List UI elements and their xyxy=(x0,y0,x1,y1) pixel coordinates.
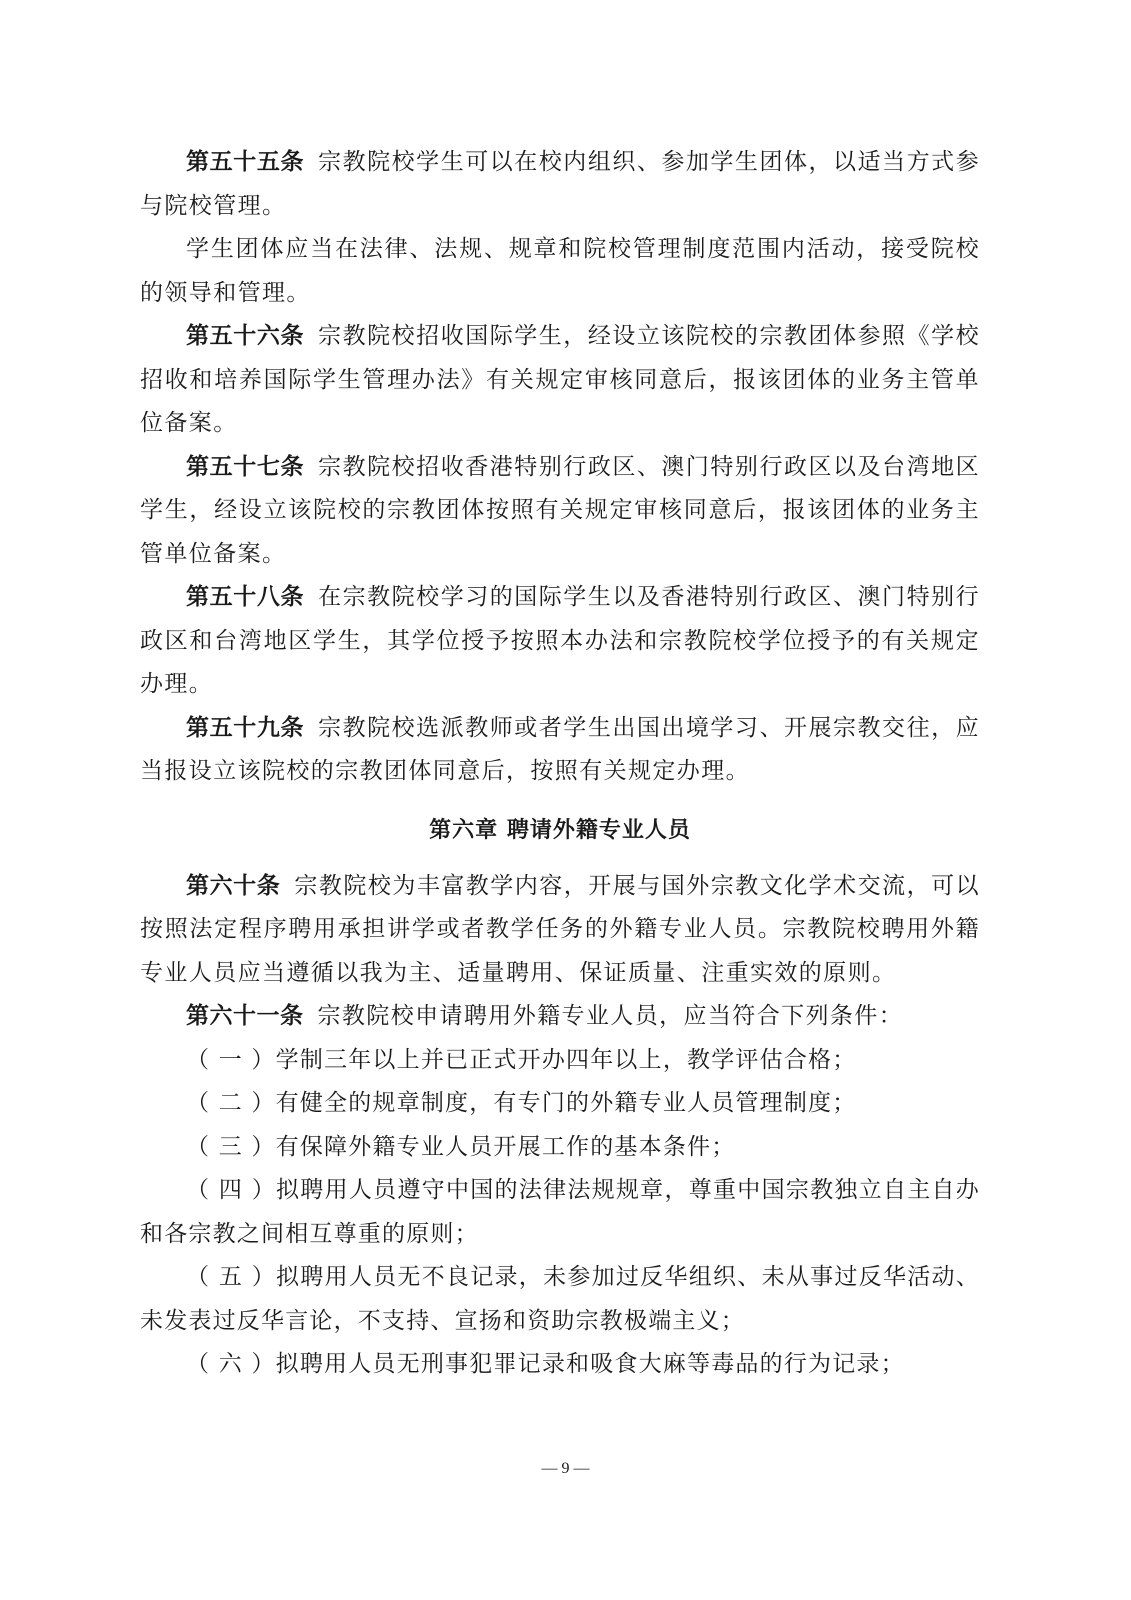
article-58 xyxy=(140,576,980,707)
article-61 xyxy=(140,995,980,1039)
article-text: 宗教院校学生可以在校内组织、参加学生团体，以适当方式参与院校管理。 xyxy=(140,149,981,219)
article-text: 宗教院校为丰富教学内容，开展与国外宗教文化学术交流，可以按照法定程序聘用承担讲学或者教学任务的外籍专业人员。宗教院校聘用外籍专业人员应当遵循以我为主、适量聘用、保证质量、注重实效的原则。 xyxy=(140,872,981,986)
page-number: — 9 — xyxy=(541,1460,590,1477)
article-number: 第五十六条 xyxy=(186,323,305,349)
article-text: 宗教院校招收国际学生，经设立该院校的宗教团体参照《学校招收和培养国际学生管理办法》有关规定审核同意后，报该团体的业务主管单位备案。 xyxy=(140,323,981,436)
paragraph-text: 学生团体应当在法律、法规、规章和院校管理制度范围内活动，接受院校的领导和管理。 xyxy=(140,236,980,306)
article-number: 第六十一条 xyxy=(186,1003,304,1029)
article-number: 第五十七条 xyxy=(186,453,305,480)
article-text: 在宗教院校学习的国际学生以及香港特别行政区、澳门特别行政区和台湾地区学生，其学位授予按照本办法和宗教院校学位授予的有关规定办理。 xyxy=(140,584,981,697)
condition-5: （ 五 ）拟聘用人员无不良记录，未参加过反华组织、未从事过反华活动、未发表过反华言论，不支持、宣扬和资助宗教极端主义； xyxy=(140,1264,980,1334)
article-number: 第五十八条 xyxy=(186,584,305,610)
condition-3: （ 三 ）有保障外籍专业人员开展工作的基本条件； xyxy=(186,1133,736,1160)
condition-2: （ 二 ）有健全的规章制度，有专门的外籍专业人员管理制度； xyxy=(186,1090,857,1116)
article-text: 宗教院校招收香港特别行政区、澳门特别行政区以及台湾地区学生，经设立该院校的宗教团体按照有关规定审核同意后，报该团体的业务主管单位备案。 xyxy=(140,453,981,567)
article-57 xyxy=(140,446,980,577)
article-55 xyxy=(140,141,980,228)
article-number: 第六十条 xyxy=(186,872,281,899)
article-60 xyxy=(140,865,980,996)
article-text: 宗教院校申请聘用外籍专业人员，应当符合下列条件： xyxy=(317,1003,904,1029)
condition-6: （ 六 ）拟聘用人员无刑事犯罪记录和吸食大麻等毒品的行为记录； xyxy=(186,1351,905,1377)
paragraph-student-groups xyxy=(140,228,980,315)
page-body xyxy=(140,141,980,1387)
article-56 xyxy=(140,315,980,446)
article-59 xyxy=(140,707,980,794)
article-number: 第五十五条 xyxy=(186,149,305,175)
condition-1: （ 一 ）学制三年以上并已正式开办四年以上，教学评估合格； xyxy=(186,1046,857,1073)
chapter-heading: 第六章 聘请外籍专业人员 xyxy=(429,817,691,843)
article-number: 第五十九条 xyxy=(186,714,305,741)
article-text: 宗教院校选派教师或者学生出国出境学习、开展宗教交往，应当报设立该院校的宗教团体同意后，按照有关规定办理。 xyxy=(140,714,981,784)
condition-4: （ 四 ）拟聘用人员遵守中国的法律法规规章，尊重中国宗教独立自主自办和各宗教之间相互尊重的原则； xyxy=(140,1177,980,1247)
